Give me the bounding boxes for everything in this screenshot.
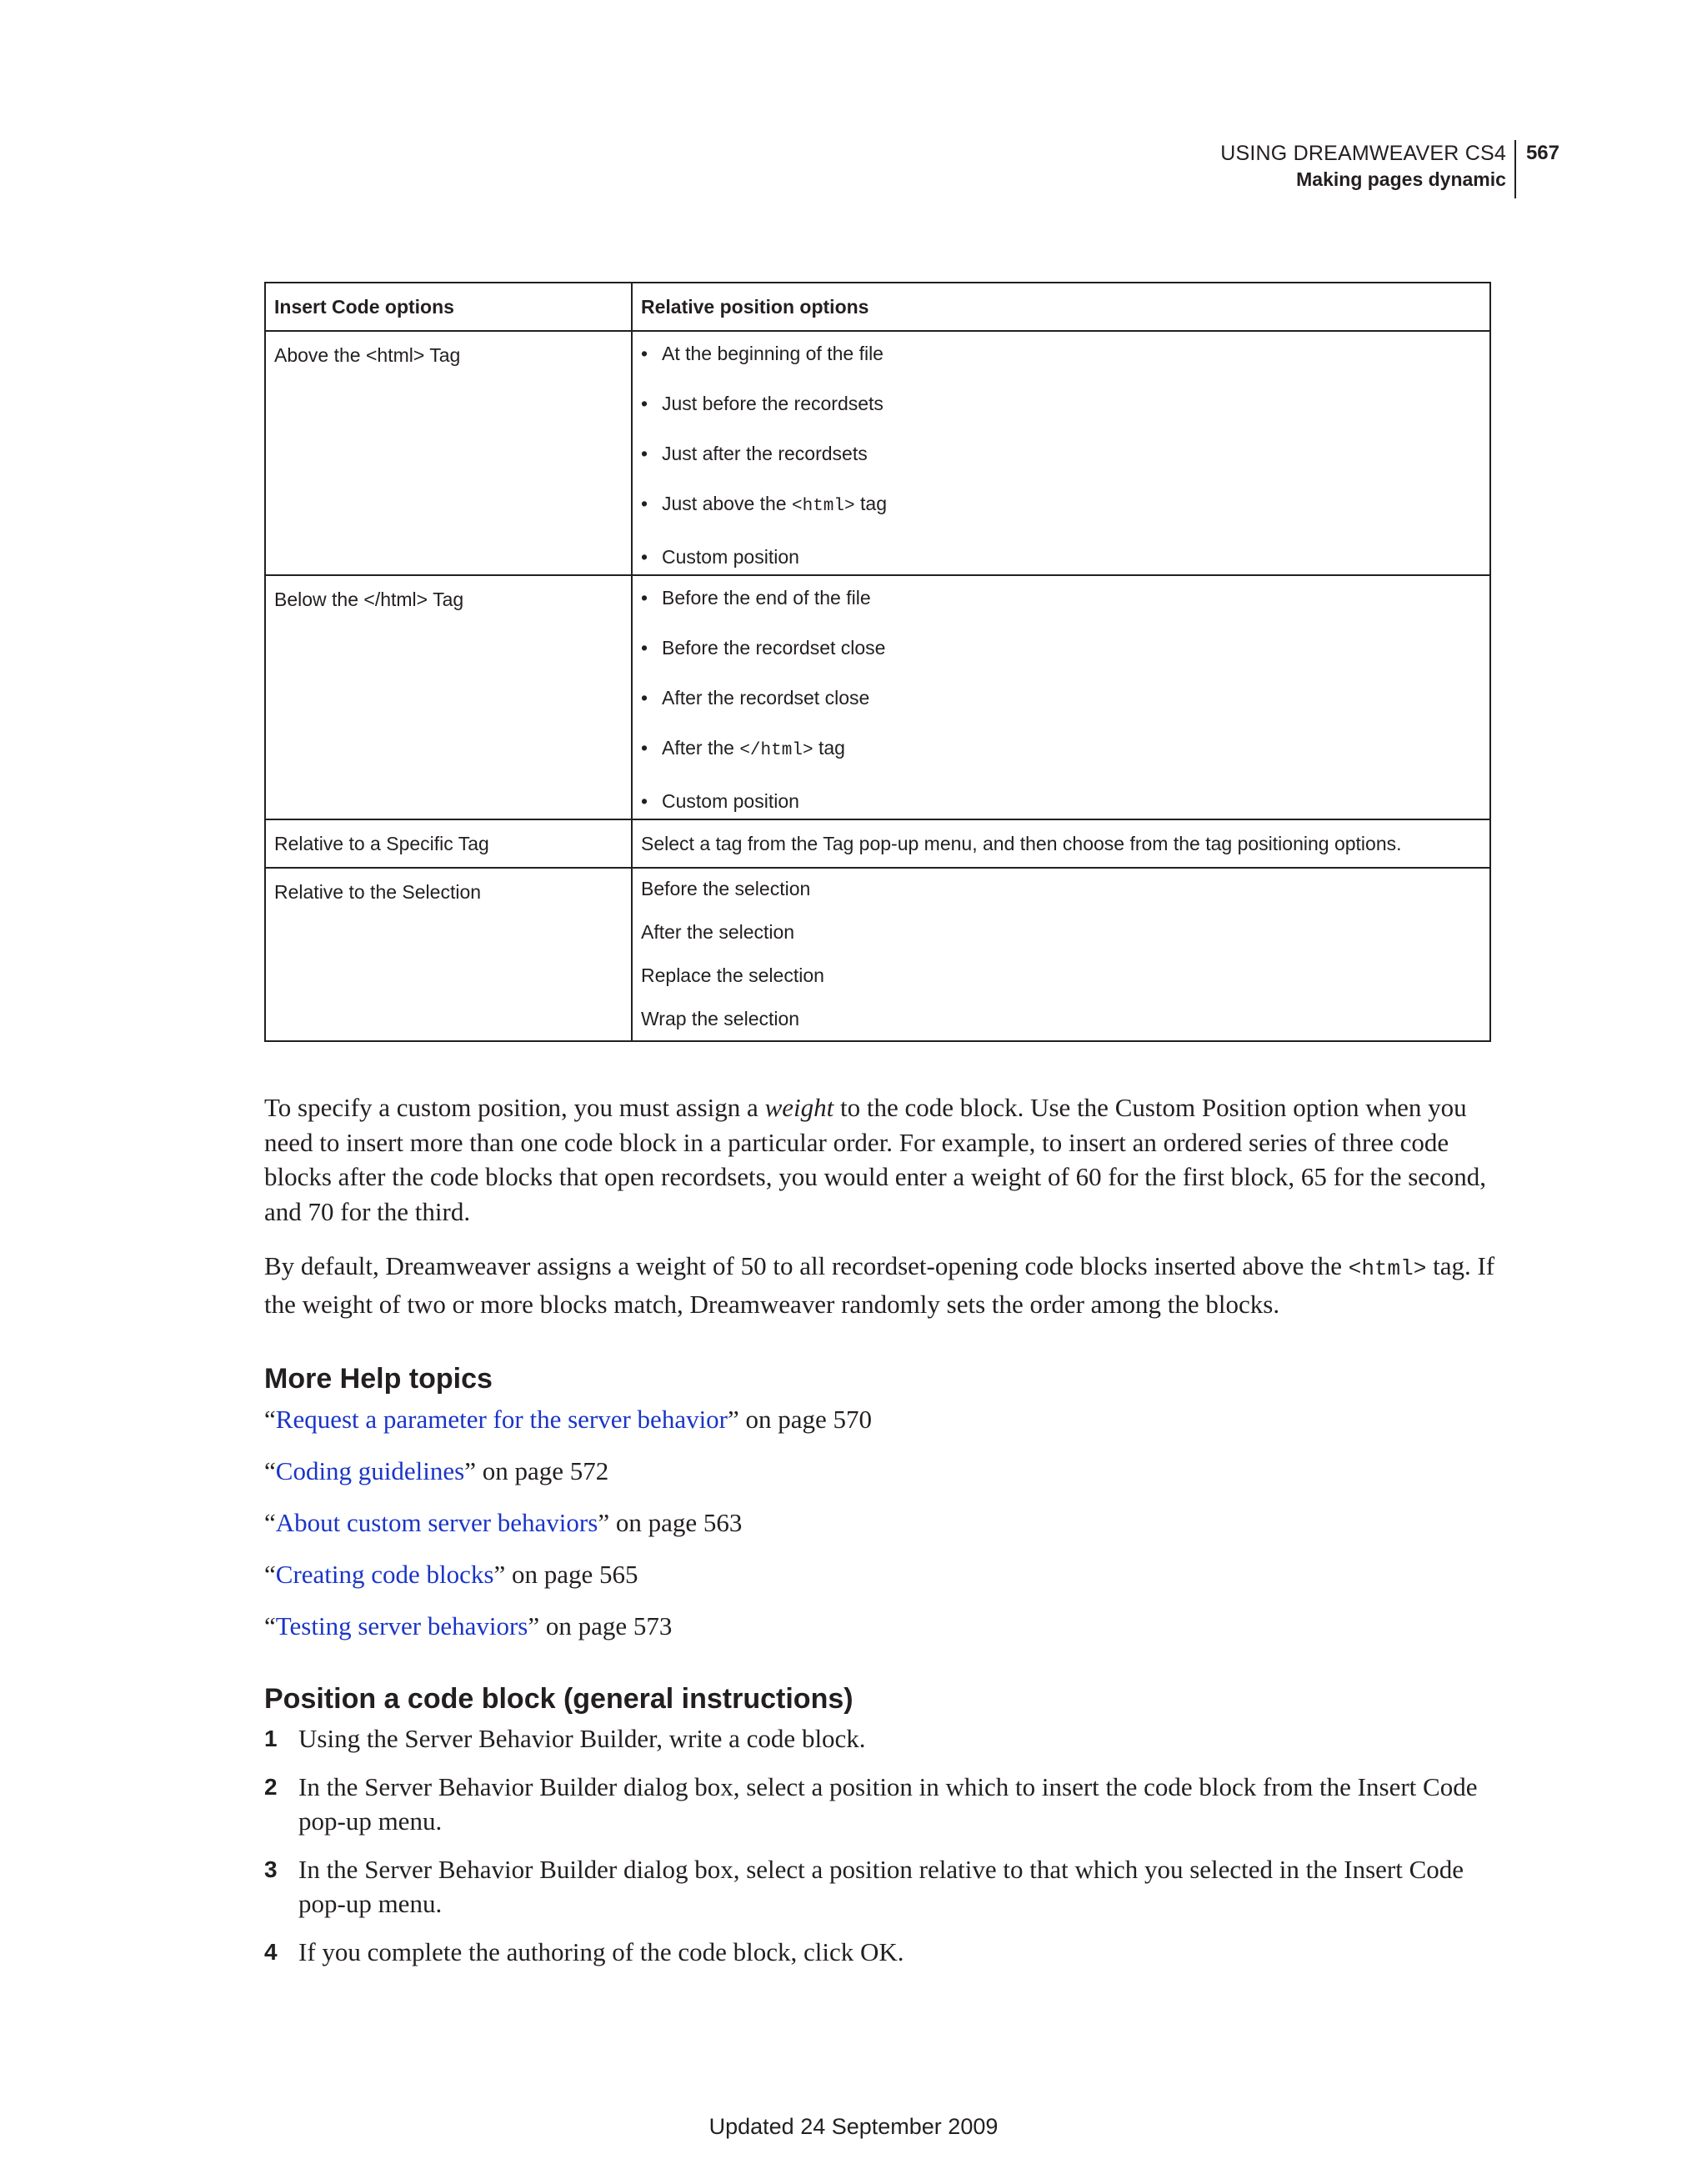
- close-quote: ”: [728, 1405, 739, 1434]
- paragraph-text: to the code block. Use the Custom Position option when you need to insert more than one code block in a particular order. For example, to insert an ordered series of three code blocks after the code blocks that open recordsets, you would enter a weight of 60 for the first block, 65 for the second, and 70 for the third.: [264, 1093, 1487, 1226]
- step-text: Using the Server Behavior Builder, write a code block.: [298, 1724, 866, 1753]
- insert-code-options-table: [264, 282, 1491, 1042]
- page-ref: on page 573: [545, 1611, 673, 1641]
- list-item: • At the beginning of the file: [641, 341, 1481, 366]
- positions-cell: [632, 331, 1490, 575]
- step-item: [264, 1852, 1498, 1921]
- help-link-about-custom-server-behaviors[interactable]: About custom server behaviors: [275, 1508, 598, 1537]
- list-item-text: Just above the: [662, 493, 787, 514]
- step-number: 1: [264, 1726, 278, 1751]
- page-ref: on page 570: [745, 1405, 873, 1434]
- option-cell: Relative to the Selection: [265, 868, 632, 1041]
- positions-list: [641, 585, 1481, 814]
- table-header-insert-code: Insert Code options: [265, 283, 632, 331]
- table-row: [265, 868, 1490, 1041]
- custom-position-paragraph: [264, 1090, 1498, 1229]
- help-link-line: [264, 1610, 672, 1643]
- table-row: [265, 575, 1490, 819]
- procedure-steps: [264, 1721, 1498, 1982]
- step-number: 2: [264, 1773, 278, 1800]
- list-item: • Custom position: [641, 789, 1481, 814]
- more-help-heading: More Help topics: [264, 1363, 493, 1395]
- list-item: • Before the end of the file: [641, 585, 1481, 610]
- positions-cell: [632, 868, 1490, 1041]
- help-link-line: [264, 1455, 608, 1488]
- open-quote: “: [264, 1611, 276, 1641]
- help-link-coding-guidelines[interactable]: Coding guidelines: [275, 1456, 465, 1485]
- help-link-creating-code-blocks[interactable]: Creating code blocks: [275, 1560, 494, 1589]
- table-row: [265, 819, 1490, 868]
- help-link-testing-server-behaviors[interactable]: Testing server behaviors: [275, 1611, 528, 1641]
- positions-list: [641, 867, 1481, 1040]
- list-item: • Just after the recordsets: [641, 441, 1481, 466]
- table-header-row: [265, 283, 1490, 331]
- list-item: • Custom position: [641, 544, 1481, 569]
- step-item: [264, 1935, 1498, 1970]
- open-quote: “: [264, 1560, 276, 1589]
- page-ref: on page 563: [615, 1508, 743, 1537]
- option-cell: Above the <html> Tag: [265, 331, 632, 575]
- option-cell: Below the </html> Tag: [265, 575, 632, 819]
- list-item-text: After the: [662, 737, 734, 759]
- list-item: After the selection: [641, 921, 795, 943]
- paragraph-text: tag. If the weight of two or more blocks match, Dreamweaver randomly sets the order among the blocks.: [264, 1251, 1495, 1319]
- close-quote: ”: [528, 1611, 540, 1641]
- help-link-line: [264, 1403, 872, 1436]
- paragraph-text: By default, Dreamweaver assigns a weight of 50 to all recordset-opening code blocks inserted above the: [264, 1251, 1349, 1280]
- step-text: In the Server Behavior Builder dialog box, select a position in which to insert the code block from the Insert Code pop-up menu.: [298, 1771, 1478, 1836]
- option-cell: Relative to a Specific Tag: [265, 819, 632, 868]
- code-html-tag: <html>: [1348, 1256, 1427, 1281]
- step-text: In the Server Behavior Builder dialog box, select a position relative to that which you selected in the Insert Code pop-up menu.: [298, 1854, 1464, 1918]
- list-item: Replace the selection: [641, 964, 824, 986]
- list-item: • Before the recordset close: [641, 635, 1481, 660]
- default-weight-paragraph: [264, 1249, 1498, 1321]
- procedure-heading: Position a code block (general instructions): [264, 1683, 854, 1715]
- help-link-request-parameter[interactable]: Request a parameter for the server behavior: [275, 1405, 728, 1434]
- open-quote: “: [264, 1456, 276, 1485]
- close-quote: ”: [598, 1508, 610, 1537]
- step-number: 3: [264, 1856, 278, 1882]
- code-html-close-tag: </html>: [739, 741, 813, 760]
- paragraph-text: To specify a custom position, you must assign a: [264, 1093, 765, 1122]
- section-title: Making pages dynamic: [1296, 168, 1506, 190]
- step-item: [264, 1770, 1498, 1839]
- list-item-text: tag: [818, 737, 845, 759]
- list-item: [641, 735, 1481, 764]
- code-html-tag: <html>: [792, 497, 855, 516]
- step-text: If you complete the authoring of the code block, click OK.: [298, 1936, 904, 1966]
- page-number: 567: [1525, 142, 1559, 164]
- emphasis-weight: weight: [764, 1093, 834, 1122]
- page-ref: on page 565: [511, 1560, 638, 1589]
- list-item-text: tag: [860, 493, 887, 514]
- list-item: • After the recordset close: [641, 685, 1481, 710]
- list-item: Wrap the selection: [641, 1008, 800, 1029]
- open-quote: “: [264, 1405, 276, 1434]
- footer-updated: Updated 24 September 2009: [708, 2114, 999, 2139]
- page-ref: on page 572: [482, 1456, 609, 1485]
- help-link-line: [264, 1558, 638, 1591]
- open-quote: “: [264, 1508, 276, 1537]
- help-link-line: [264, 1506, 742, 1540]
- close-quote: ”: [493, 1560, 506, 1589]
- table-header-relative-position: Relative position options: [632, 283, 1490, 331]
- close-quote: ”: [464, 1456, 476, 1485]
- list-item: • Just before the recordsets: [641, 391, 1481, 416]
- list-item: [641, 491, 1481, 519]
- list-item: Before the selection: [641, 878, 811, 899]
- step-item: [264, 1721, 1498, 1756]
- header-titles: [1220, 140, 1516, 198]
- running-header: [1220, 140, 1559, 198]
- doc-title: USING DREAMWEAVER CS4: [1220, 142, 1506, 165]
- positions-cell: [632, 575, 1490, 819]
- table-row: [265, 331, 1490, 575]
- positions-list: [641, 341, 1481, 569]
- positions-cell: Select a tag from the Tag pop-up menu, and then choose from the tag positioning options.: [632, 819, 1490, 868]
- step-number: 4: [264, 1938, 278, 1965]
